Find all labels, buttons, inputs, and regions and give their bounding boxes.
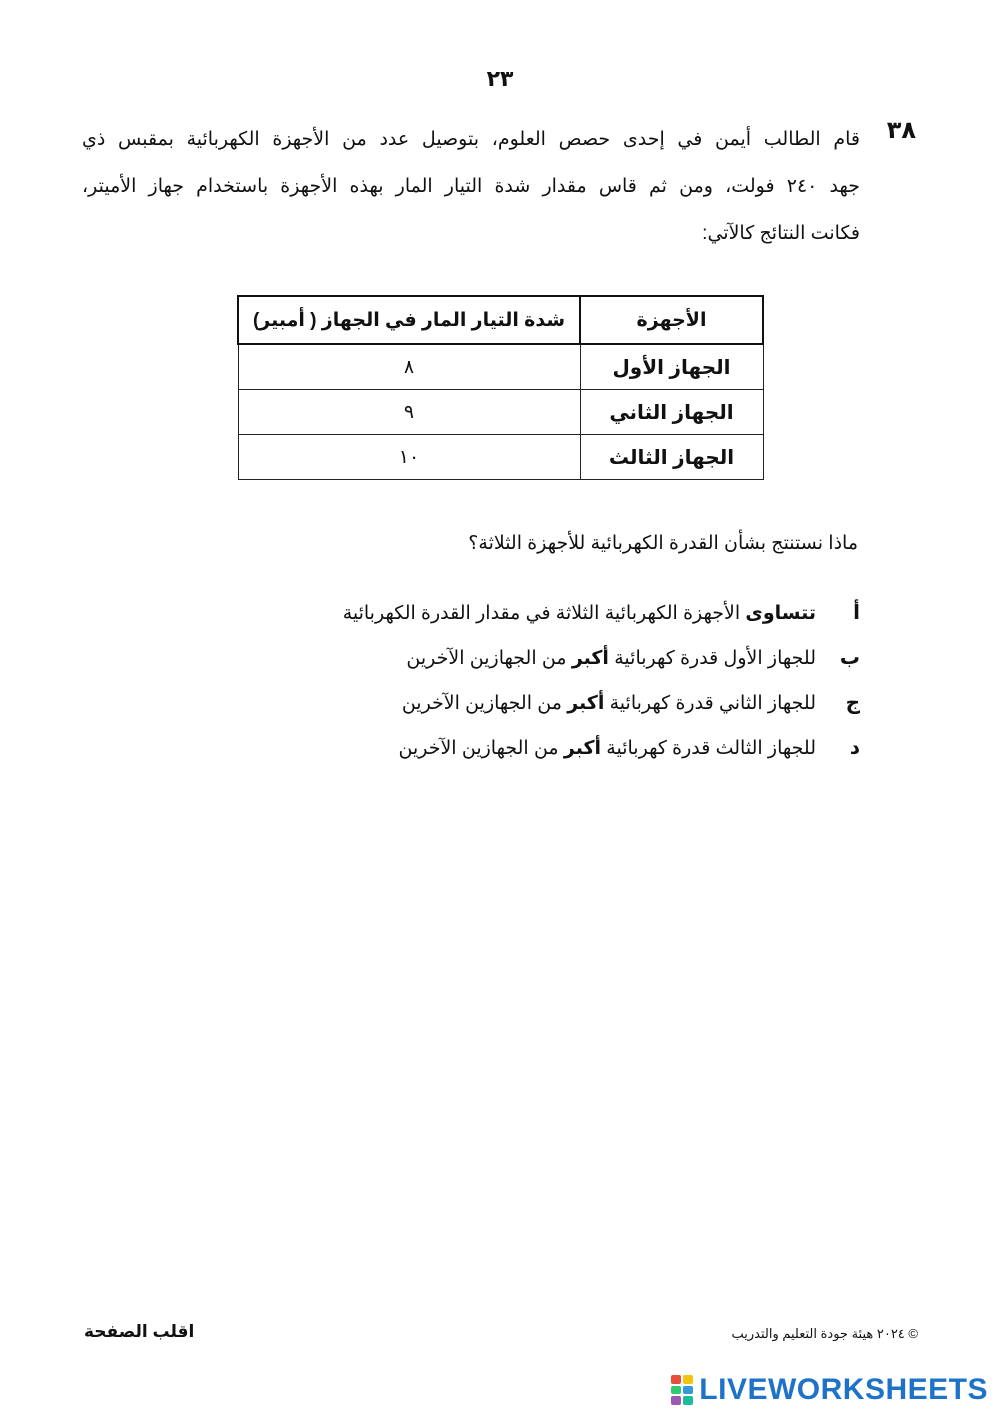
option-text — [402, 693, 816, 714]
current-value: ٨ — [238, 344, 580, 390]
question-text — [82, 116, 860, 257]
option-text — [406, 648, 816, 669]
option-rest: الأجهزة الكهربائية الثلاثة في مقدار القدرة الكهربائية — [342, 603, 746, 624]
option-text — [343, 603, 816, 624]
liveworksheets-brand[interactable] — [671, 1372, 988, 1408]
logo-tile — [683, 1386, 693, 1395]
results-table — [237, 295, 764, 480]
device-name: الجهاز الأول — [580, 344, 763, 390]
option-after: من الجهازين الآخرين — [398, 738, 564, 759]
option-a[interactable] — [343, 600, 860, 645]
logo-tile — [671, 1396, 681, 1405]
logo-tile — [683, 1396, 693, 1405]
question-line: فكانت النتائج كالآتي: — [702, 223, 860, 244]
option-emphasis: تتساوى — [745, 603, 816, 624]
liveworksheets-logo-icon — [671, 1375, 693, 1405]
device-name: الجهاز الثاني — [580, 390, 763, 435]
current-value: ١٠ — [238, 435, 580, 480]
table-header-row — [238, 296, 763, 344]
header-current: شدة التيار المار في الجهاز ( أمبير) — [238, 296, 580, 344]
header-devices: الأجهزة — [580, 296, 763, 344]
option-c[interactable] — [343, 690, 860, 735]
copyright-notice: © ٢٠٢٤ هيئة جودة التعليم والتدريب — [731, 1326, 918, 1341]
option-after: من الجهازين الآخرين — [401, 693, 568, 714]
option-before: للجهاز الثالث قدرة كهربائية — [601, 738, 816, 759]
question-number: ٣٨ — [886, 117, 916, 144]
answer-options — [343, 600, 860, 780]
table-row — [238, 435, 763, 480]
question-line: قام الطالب أيمن في إحدى حصص العلوم، بتوصيل عدد من الأجهزة الكهربائية بمقبس ذي — [82, 129, 860, 150]
device-name: الجهاز الثالث — [580, 435, 763, 480]
option-letter: د — [849, 737, 860, 759]
question-prompt: ماذا نستنتج بشأن القدرة الكهربائية للأجهزة الثلاثة؟ — [468, 533, 858, 554]
brand-name: LIVEWORKSHEETS — [699, 1373, 988, 1406]
option-letter: ب — [839, 647, 860, 669]
table-row — [238, 344, 763, 390]
page-number: ٢٣ — [486, 66, 514, 91]
logo-tile — [683, 1375, 693, 1384]
option-d[interactable] — [343, 735, 860, 780]
option-after: من الجهازين الآخرين — [406, 648, 572, 669]
option-text — [398, 738, 816, 759]
option-letter: ج — [845, 692, 860, 714]
option-emphasis: أكبر — [567, 693, 605, 714]
option-letter: أ — [853, 602, 860, 624]
option-before: للجهاز الثاني قدرة كهربائية — [604, 693, 816, 714]
logo-tile — [671, 1386, 681, 1395]
option-before: للجهاز الأول قدرة كهربائية — [608, 648, 816, 669]
table-row — [238, 390, 763, 435]
option-b[interactable] — [343, 645, 860, 690]
logo-tile — [671, 1375, 681, 1384]
option-emphasis: أكبر — [563, 738, 602, 759]
question-line: جهد ٢٤٠ فولت، ومن ثم قاس مقدار شدة التيار المار بهذه الأجهزة باستخدام جهاز الأميتر، — [82, 176, 860, 197]
turn-page-label: اقلب الصفحة — [84, 1322, 195, 1341]
option-emphasis: أكبر — [571, 648, 609, 669]
current-value: ٩ — [238, 390, 580, 435]
